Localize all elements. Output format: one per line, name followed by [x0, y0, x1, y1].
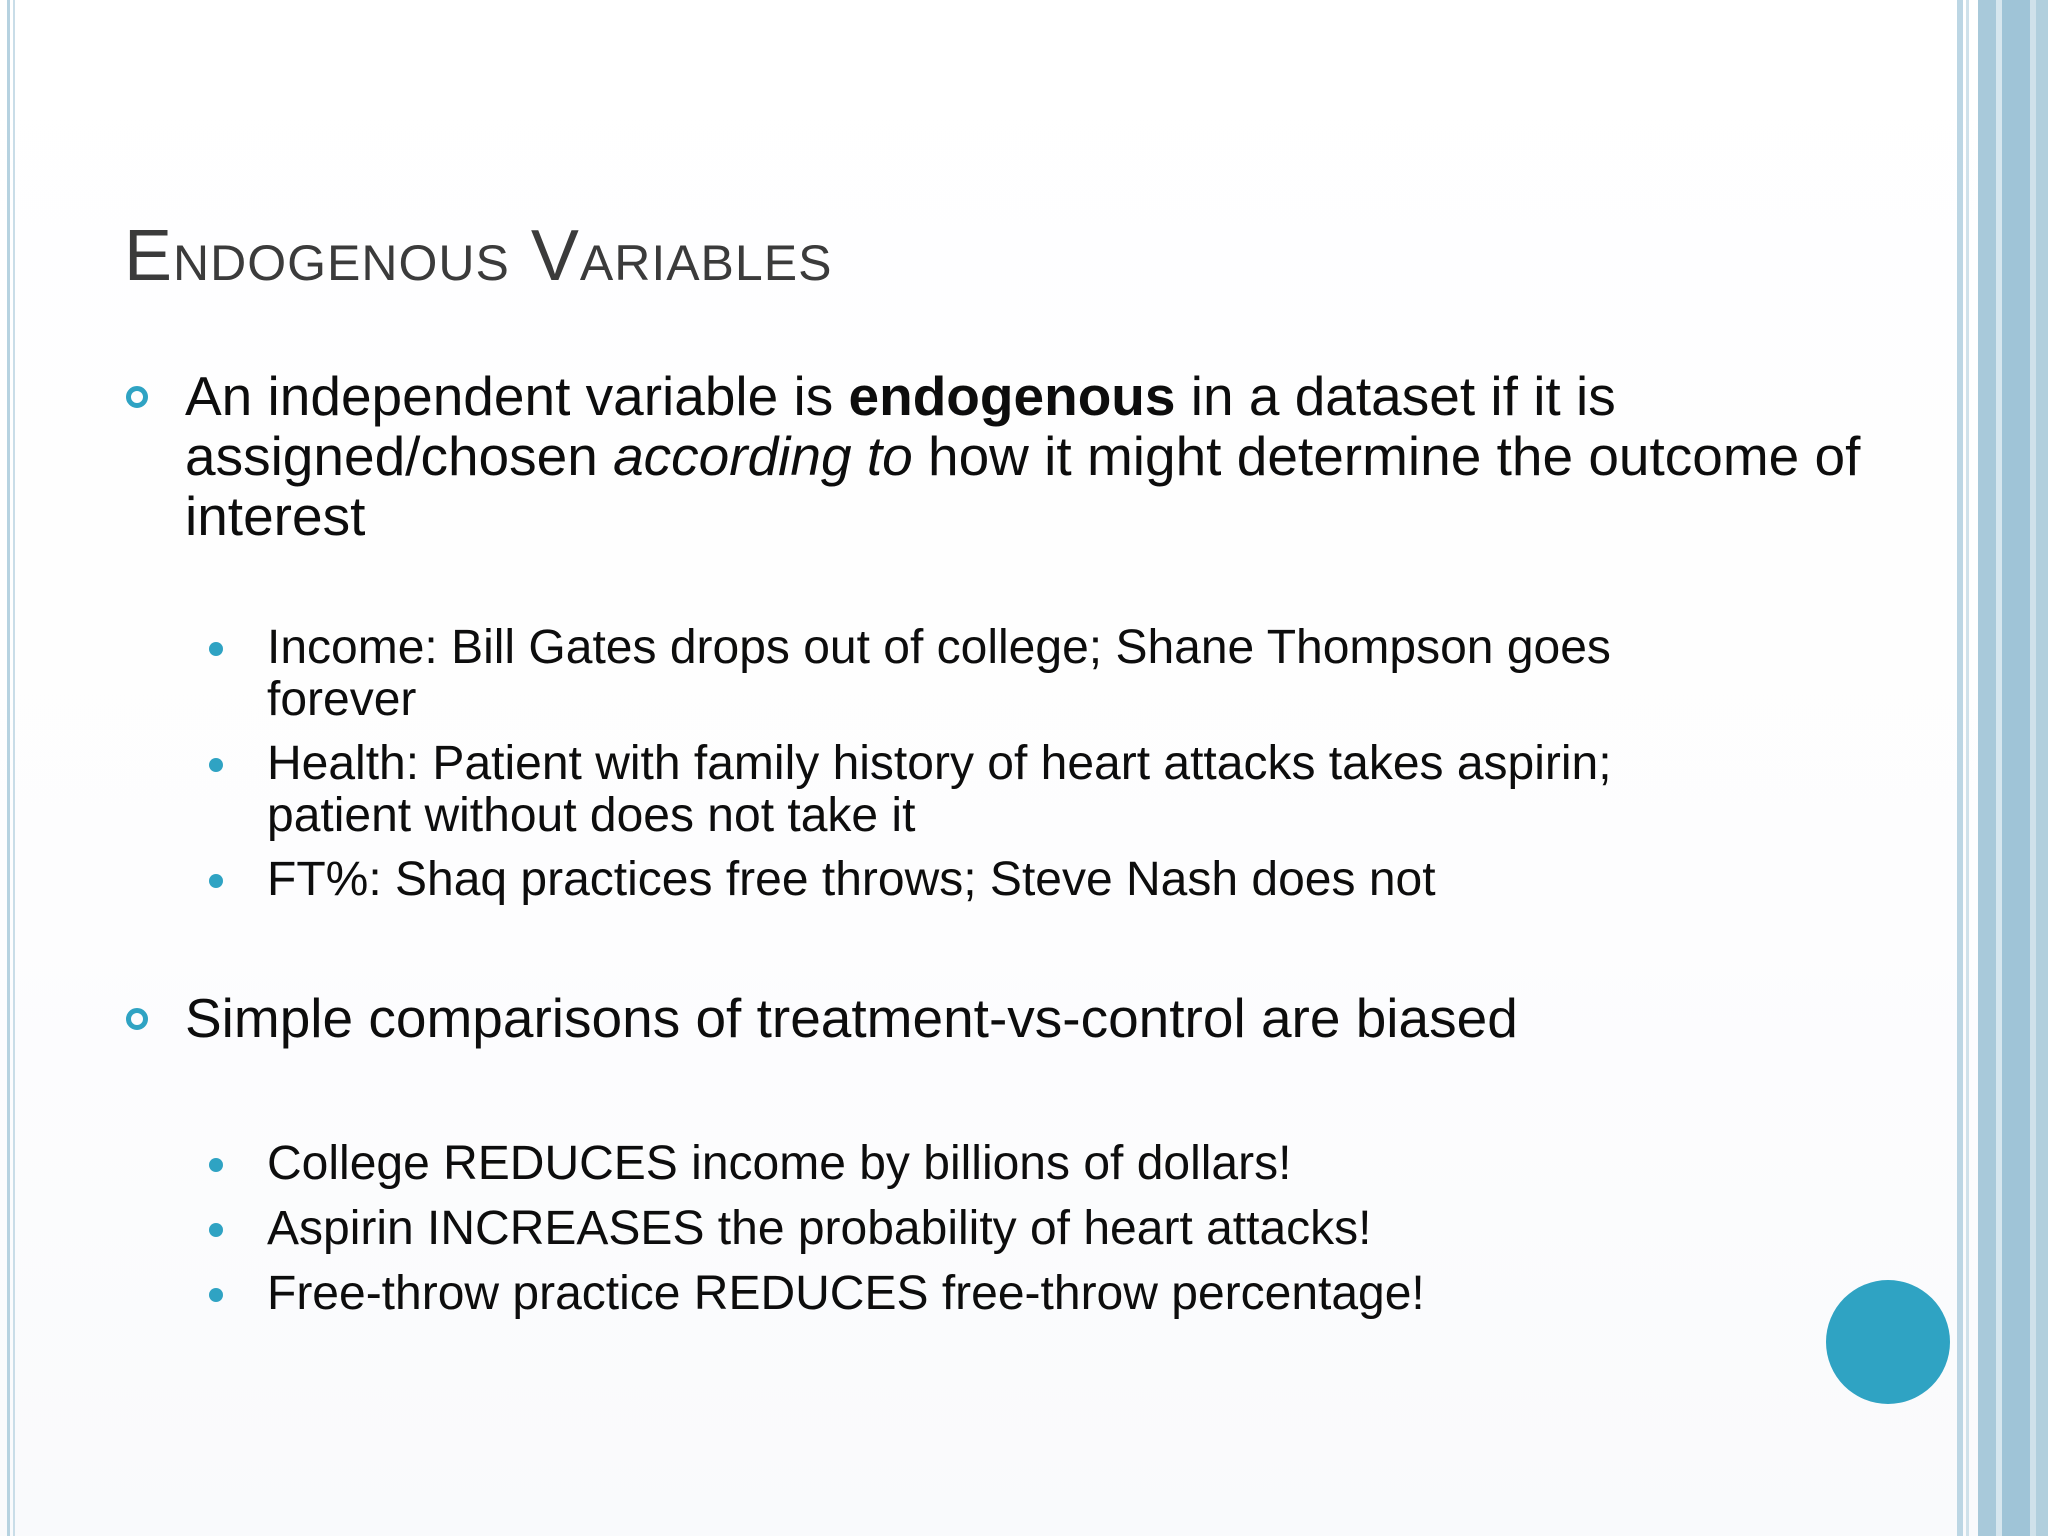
- dot-bullet-icon: [209, 642, 223, 656]
- sub-bullet-text: Aspirin INCREASES the probability of heart attacks!: [267, 1202, 1372, 1255]
- main-bullet-endogenous-definition: [124, 366, 1944, 546]
- right-border-stripe: [1957, 0, 1963, 1536]
- right-border-stripe: [2002, 0, 2030, 1536]
- left-border-line: [7, 0, 10, 1536]
- bullet-text-segment: in a dataset if it is assigned/chosen: [185, 365, 1616, 487]
- bullet-text-segment: how it might determine the outcome of interest: [185, 425, 1861, 547]
- right-border-stripe: [2036, 0, 2048, 1536]
- hollow-circle-bullet-icon: [126, 386, 148, 408]
- example-sub-list: [206, 622, 1706, 918]
- bullet-text-segment: An independent variable is: [185, 365, 849, 427]
- decorative-circle-icon: [1826, 1280, 1950, 1404]
- sub-bullet-text: FT%: Shaq practices free throws; Steve Nash does not: [267, 853, 1436, 906]
- bullet-bold-term: endogenous: [848, 365, 1176, 427]
- main-bullet-text: [185, 366, 1944, 546]
- main-bullet-text: Simple comparisons of treatment-vs-control are biased: [185, 987, 1518, 1049]
- dot-bullet-icon: [209, 1288, 223, 1302]
- slide-title: Endogenous Variables: [124, 216, 833, 296]
- consequence-sub-list: [206, 1138, 1706, 1333]
- sub-bullet-health: [206, 738, 1706, 842]
- dot-bullet-icon: [209, 874, 223, 888]
- left-border-line-inner: [13, 0, 15, 1536]
- main-bullet-biased-comparisons: [124, 988, 1944, 1048]
- sub-bullet-income: [206, 622, 1706, 726]
- sub-bullet-text: College REDUCES income by billions of dollars!: [267, 1137, 1292, 1190]
- bullet-italic-phrase: according to: [613, 425, 913, 487]
- right-border-stripe: [1966, 0, 1969, 1536]
- right-border-stripe: [1978, 0, 1996, 1536]
- hollow-circle-bullet-icon: [126, 1008, 148, 1030]
- sub-bullet-free-throw: [206, 1268, 1706, 1320]
- dot-bullet-icon: [209, 758, 223, 772]
- sub-bullet-aspirin: [206, 1203, 1706, 1255]
- sub-bullet-text: Income: Bill Gates drops out of college; Shane Thompson goes forever: [267, 621, 1611, 726]
- sub-bullet-ft-percent: [206, 854, 1706, 906]
- sub-bullet-text: Health: Patient with family history of heart attacks takes aspirin; patient without does not take it: [267, 737, 1612, 842]
- dot-bullet-icon: [209, 1158, 223, 1172]
- sub-bullet-college: [206, 1138, 1706, 1190]
- dot-bullet-icon: [209, 1223, 223, 1237]
- sub-bullet-text: Free-throw practice REDUCES free-throw percentage!: [267, 1267, 1425, 1320]
